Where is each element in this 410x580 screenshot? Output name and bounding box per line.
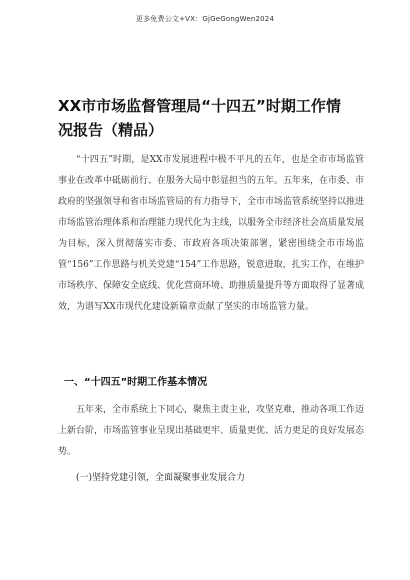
subsection-heading-1: (一)坚持党建引领，全面凝聚事业发展合力: [76, 473, 246, 483]
section-1-paragraph: 五年来，全市系统上下同心，聚焦主责主业，攻坚克难，推动各项工作迈上新台阶，市场监管事业呈现出基础更牢、质量更优、活力更足的良好发展态势。: [58, 405, 365, 457]
document-title: [58, 94, 358, 142]
header-note: 更多免费公文+VX：GjGeGongWen2024: [135, 15, 275, 23]
title-line-2: 况报告（精品）: [58, 121, 164, 139]
section-heading-1: 一、“十四五”时期工作基本情况: [64, 377, 208, 388]
intro-paragraph: “十四五”时期，是XX市发展进程中极不平凡的五年，也是全市市场监管事业在改革中砥砺前行、在服务大局中彰显担当的五年。五年来，在市委、市政府的坚强领导和省市场监管局的有力指导下，全市市场监管系统坚持以推进市场监管治理体系和治理能力现代化为主线，以服务全市经济社会高质量发展为目标，深入贯彻落实市委、市政府各项决策部署，紧密围绕全市市场监管“156”工作思路与机关党建“154”工作思路，锐意进取，扎实工作，在维护市场秩序、保障安全底线、优化营商环境、助推质量提升等方面取得了显著成效，为谱写XX市现代化建设新篇章贡献了坚实的市场监管力量。: [58, 155, 365, 312]
title-line-1: XX市市场监督管理局“十四五”时期工作情: [58, 97, 341, 115]
